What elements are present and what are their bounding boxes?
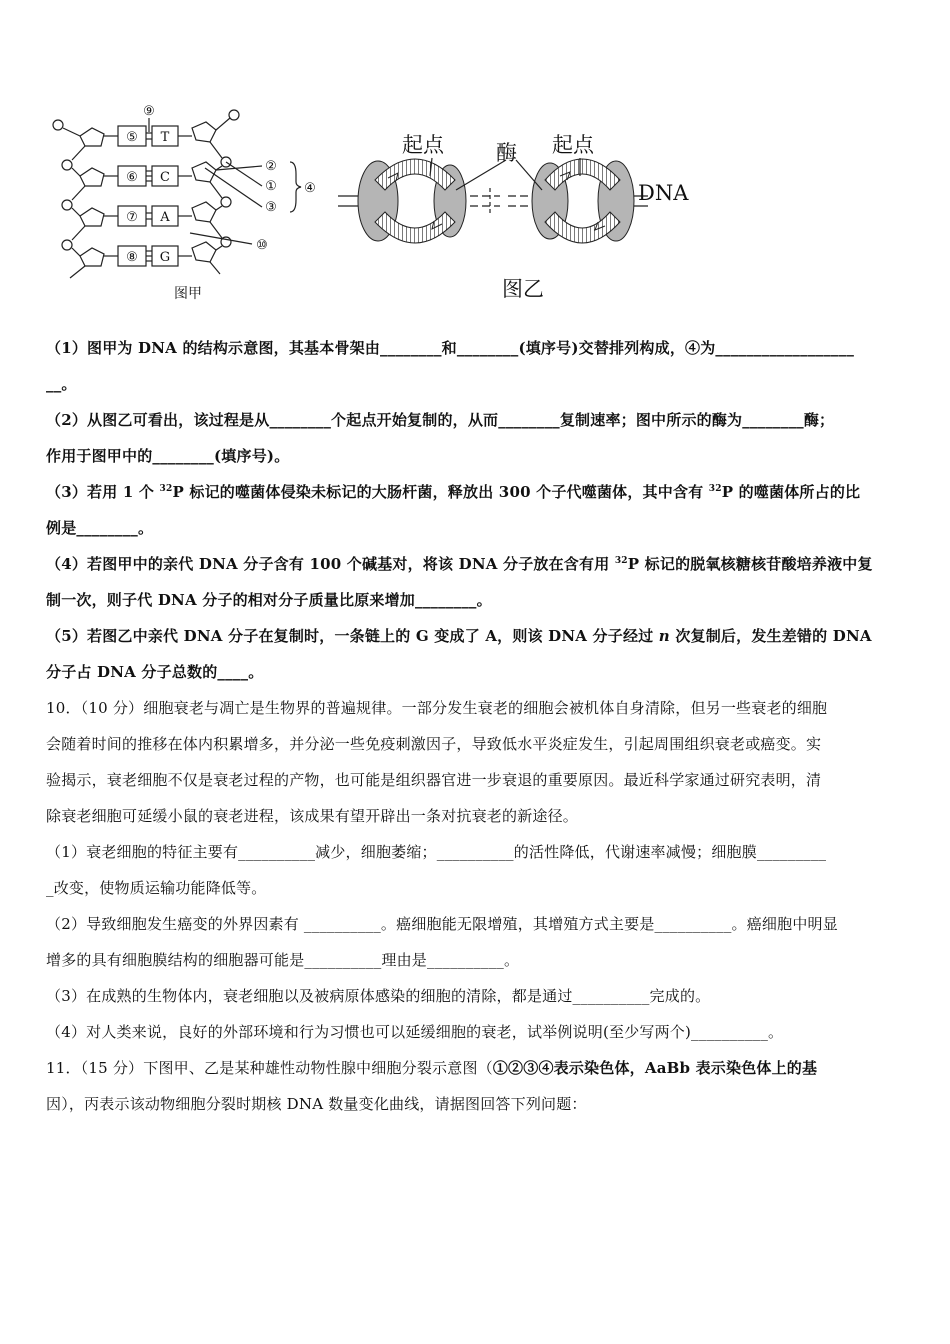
label-9: ⑨: [143, 104, 155, 119]
q10-part2-line2: 增多的具有细胞膜结构的细胞器可能是__________理由是__________。: [46, 951, 520, 969]
q9-part3-line1: [46, 474, 908, 510]
q9-p3-text-c: P 的噬菌体所占的比: [721, 483, 861, 501]
right-backbone: [178, 110, 239, 274]
q9-p5-text-b: 次复制后，发生差错的 DNA: [669, 627, 872, 645]
dna-structure-diagram: [40, 98, 340, 308]
q9-part3-line2: 例是________。: [46, 519, 154, 537]
label-3: ③: [265, 200, 277, 215]
q9-part4-line2: 制一次，则子代 DNA 分子的相对分子质量比原来增加________。: [46, 591, 492, 609]
label-origin-right: 起点: [552, 133, 594, 157]
base-t: T: [160, 130, 170, 145]
question-text: [46, 330, 908, 1122]
q9-p3-text-a: （3）若用 1 个: [46, 483, 160, 501]
figure-jia-caption: 图甲: [174, 286, 202, 302]
label-enzyme: 酶: [496, 141, 517, 165]
left-backbone: [53, 120, 118, 278]
q9-part2-line2: 作用于图甲中的________(填序号)。: [46, 447, 290, 465]
base-g: G: [159, 250, 171, 265]
replication-bubble-left: [358, 159, 466, 243]
q10-part2-line1: （2）导致细胞发生癌变的外界因素有 __________。癌细胞能无限增殖，其增殖方式主要是__________。癌细胞中明显: [46, 915, 838, 933]
q11-stem-line2: 因），丙表示该动物细胞分裂时期核 DNA 数量变化曲线，请据图回答下列问题：: [46, 1095, 587, 1113]
q10-stem-line1: 10．（10 分）细胞衰老与凋亡是生物界的普遍规律。一部分发生衰老的细胞会被机体自身清除，但另一些衰老的细胞: [46, 699, 828, 717]
q9-part1-line2: __。: [46, 375, 77, 393]
q9-part4-line1: [46, 546, 908, 582]
q10-stem-line3: 验揭示，衰老细胞不仅是衰老过程的产物，也可能是组织器官进一步衰退的重要原因。最近科学家通过研究表明，清: [46, 771, 822, 789]
replication-bubble-right: [532, 159, 634, 243]
q11-stem-line1: [46, 1050, 908, 1086]
nucleotide-number-7: ⑦: [126, 210, 138, 225]
q10-part1-line2: _改变，使物质运输功能降低等。: [46, 879, 267, 897]
variable-n: n: [658, 627, 670, 645]
nucleotide-number-5: ⑤: [126, 130, 138, 145]
q10-part4: （4）对人类来说，良好的外部环境和行为习惯也可以延缓细胞的衰老，试举例说明(至少写两个)__________。: [46, 1023, 784, 1041]
q9-p4-text-a: （4）若图甲中的亲代 DNA 分子含有 100 个碱基对，将该 DNA 分子放在含有用: [46, 555, 615, 573]
base-a: A: [160, 210, 170, 225]
superscript-32: 32: [614, 556, 628, 566]
label-4: ④: [304, 181, 316, 196]
q10-part1-line1: （1）衰老细胞的特征主要有__________减少，细胞萎缩；__________的活性降低，代谢速率减慢；细胞膜_________: [46, 843, 827, 861]
nucleotide-number-6: ⑥: [126, 170, 138, 185]
q11-text-b: ①②③④表示染色体，AaBb 表示染色体上的基: [492, 1059, 818, 1077]
q9-part5-line1: [46, 618, 908, 654]
nucleotide-number-8: ⑧: [126, 250, 138, 265]
superscript-32: 32: [708, 484, 722, 494]
label-1: ①: [265, 179, 277, 194]
q9-p3-text-b: P 标记的噬菌体侵染未标记的大肠杆菌，释放出 300 个子代噬菌体，其中含有: [172, 483, 709, 501]
q9-part1-line1: （1）图甲为 DNA 的结构示意图，其基本骨架由________和________(填序号)交替排列构成，④为__________________: [46, 339, 855, 357]
q10-stem-line4: 除衰老细胞可延缓小鼠的衰老进程，该成果有望开辟出一条对抗衰老的新途径。: [46, 807, 579, 825]
figure-yi-caption: 图乙: [502, 277, 544, 301]
q9-part2-line1: （2）从图乙可看出，该过程是从________个起点开始复制的，从而________复制速率；图中所示的酶为________酶；: [46, 411, 835, 429]
label-10: ⑩: [256, 238, 268, 253]
figures-row: [40, 98, 920, 313]
q9-p4-text-b: P 标记的脱氧核糖核苷酸培养液中复: [627, 555, 873, 573]
superscript-32: 32: [159, 484, 173, 494]
q11-text-a: 11．（15 分）下图甲、乙是某种雄性动物性腺中细胞分裂示意图（: [46, 1059, 493, 1077]
label-origin-left: 起点: [402, 133, 444, 157]
q10-part3: （3）在成熟的生物体内，衰老细胞以及被病原体感染的细胞的清除，都是通过__________完成的。: [46, 987, 711, 1005]
label-dna: DNA: [638, 181, 689, 205]
dna-replication-diagram: [330, 118, 710, 308]
label-2: ②: [265, 159, 277, 174]
q9-p5-text-a: （5）若图乙中亲代 DNA 分子在复制时，一条链上的 G 变成了 A，则该 DNA 分子经过: [46, 627, 659, 645]
base-c: C: [160, 170, 170, 185]
q10-stem-line2: 会随着时间的推移在体内积累增多，并分泌一些免疫刺激因子，导致低水平炎症发生，引起周围组织衰老或癌变。实: [46, 735, 822, 753]
q9-part5-line2: 分子占 DNA 分子总数的____。: [46, 663, 264, 681]
